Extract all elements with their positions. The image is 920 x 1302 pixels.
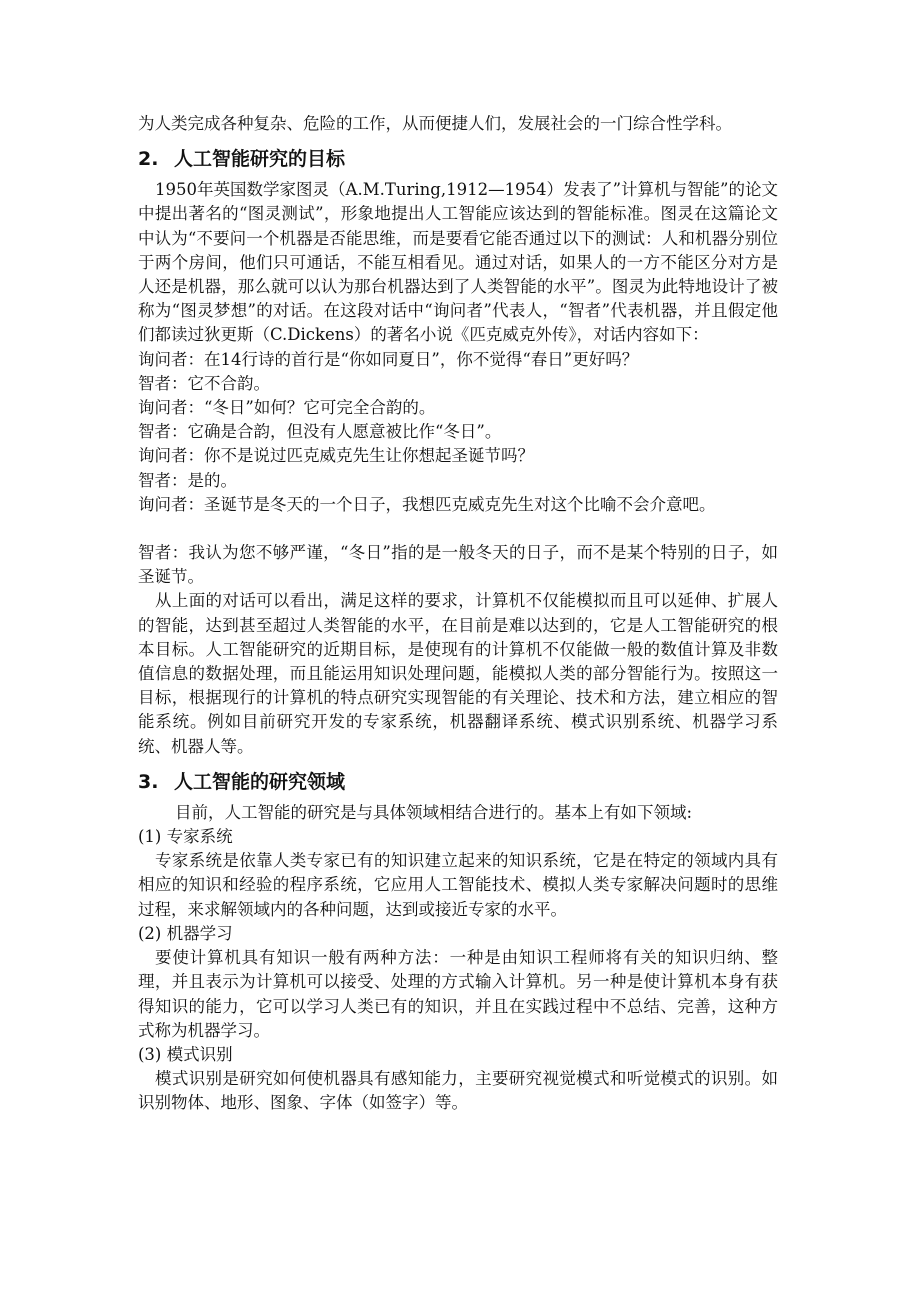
field-label-pattern-recognition: (3) 模式识别	[138, 1044, 233, 1064]
section-3-title: 人工智能的研究领域	[174, 770, 346, 793]
field-text-expert-system: 专家系统是依靠人类专家已有的知识建立起来的知识系统，它是在特定的领域内具有相应的知识和经验的程序系统，它应用人工智能技术、模拟人类专家解决问题时的思维过程，来求解领域内的各种问题，达到或接近专家的水平。	[138, 851, 778, 919]
section-3-number: 3.	[138, 770, 159, 793]
field-label-machine-learning: (2) 机器学习	[138, 923, 233, 943]
section-2-title: 人工智能研究的目标	[174, 148, 346, 171]
spacer	[138, 517, 778, 541]
section-2-number: 2.	[138, 148, 159, 171]
dialogue-line-6: 智者：是的。	[138, 470, 237, 490]
dialogue-line-last: 智者：我认为您不够严谨，“冬日”指的是一般冬天的日子，而不是某个特别的日子，如圣诞节。	[138, 543, 778, 587]
dialogue-line-4: 智者：它确是合韵，但没有人愿意被比作“冬日”。	[138, 422, 502, 442]
dialogue-line-2: 智者：它不合韵。	[138, 373, 270, 393]
field-text-pattern-recognition: 模式识别是研究如何使机器具有感知能力，主要研究视觉模式和听觉模式的识别。如识别物体、地形、图象、字体（如签字）等。	[138, 1069, 778, 1113]
section-2-paragraph-1: 1950年英国数学家图灵（A.M.Turing,1912—1954）发表了”计算机与智能”的论文中提出著名的“图灵测试”，形象地提出人工智能应该达到的智能标准。图灵在这篇论文中认为“不要问一个机器是否能思维，而是要看它能否通过以下的测试：人和机器分别位于两个房间，他们只可通话，不能互相看见。通过对话，如果人的一方不能区分对方是人还是机器，那么就可以认为那台机器达到了人类智能的水平”。图灵为此特地设计了被称为“图灵梦想”的对话。在这段对话中“询问者”代表人，“智者”代表机器，并且假定他们都读过狄更斯（C.Dickens）的著名小说《匹克威克外传》，对话内容如下：	[138, 180, 778, 345]
section-3-intro: 目前，人工智能的研究是与具体领域相结合进行的。基本上有如下领域:	[175, 802, 693, 822]
dialogue-line-5: 询问者：你不是说过匹克威克先生让你想起圣诞节吗？	[138, 446, 534, 466]
section-2-heading	[138, 146, 778, 172]
dialogue-line-3: 询问者：“冬日”如何？它可完全合韵的。	[138, 398, 436, 418]
dialogue-line-1: 询问者：在14行诗的首行是“你如同夏日”，你不觉得“春日”更好吗？	[138, 349, 639, 369]
field-text-machine-learning: 要使计算机具有知识一般有两种方法：一种是由知识工程师将有关的知识归纳、整理，并且表示为计算机可以接受、处理的方式输入计算机。另一种是使计算机本身有获得知识的能力，它可以学习人类已有的知识，并且在实践过程中不总结、完善，这种方式称为机器学习。	[138, 948, 778, 1040]
document-page	[138, 112, 778, 1116]
field-label-expert-system: (1) 专家系统	[138, 827, 233, 847]
section-2-paragraph-2: 从上面的对话可以看出，满足这样的要求，计算机不仅能模拟而且可以延伸、扩展人的智能，达到甚至超过人类智能的水平，在目前是难以达到的，它是人工智能研究的根本目标。人工智能研究的近期目标，是使现有的计算机不仅能做一般的数值计算及非数值信息的数据处理，而且能运用知识处理问题，能模拟人类的部分智能行为。按照这一目标，根据现行的计算机的特点研究实现智能的有关理论、技术和方法，建立相应的智能系统。例如目前研究开发的专家系统，机器翻译系统、模式识别系统、机器学习系统、机器人等。	[138, 591, 778, 756]
intro-tail-paragraph: 为人类完成各种复杂、危险的工作，从而便捷人们，发展社会的一门综合性学科。	[138, 114, 732, 133]
dialogue-line-7: 询问者：圣诞节是冬天的一个日子，我想匹克威克先生对这个比喻不会介意吧。	[138, 494, 716, 514]
section-3-heading	[138, 769, 778, 795]
